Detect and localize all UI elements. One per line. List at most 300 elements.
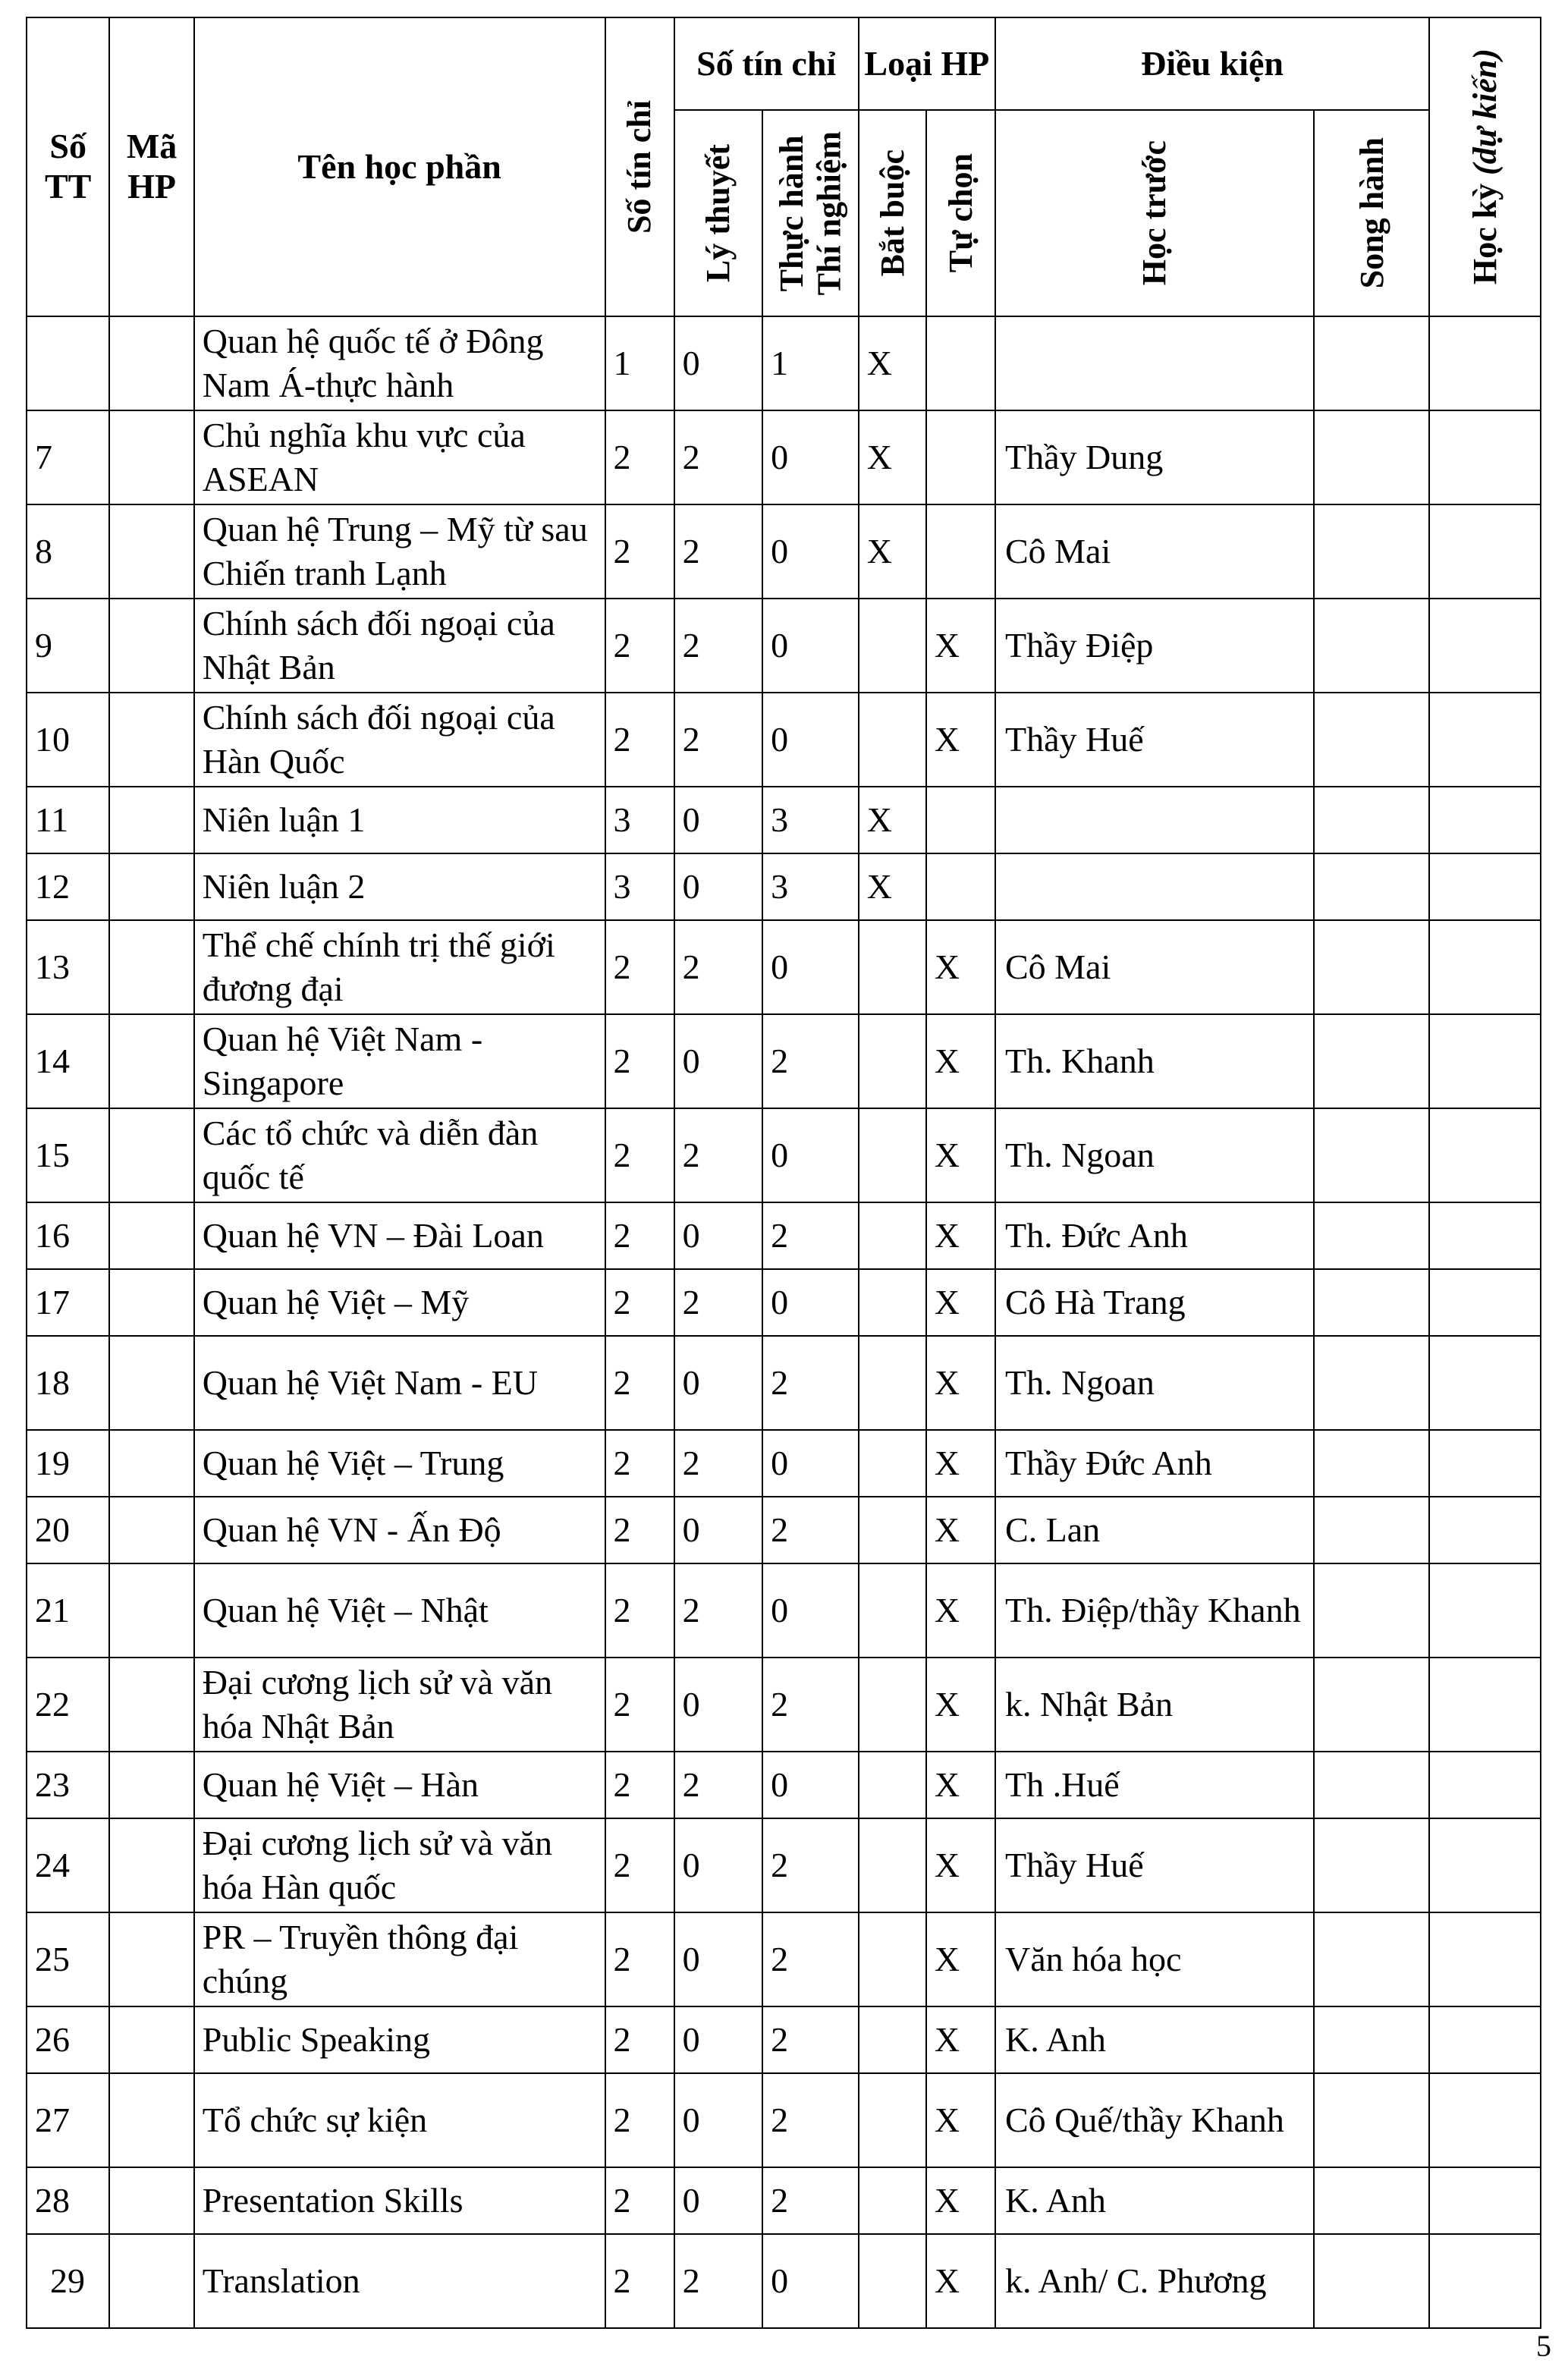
row-course-name: Quan hệ Việt Nam - Singapore xyxy=(194,1014,605,1108)
row-required-mark xyxy=(859,1014,926,1108)
row-required-mark xyxy=(859,2234,926,2328)
row-course-name: Đại cương lịch sử và văn hóa Hàn quốc xyxy=(194,1818,605,1912)
row-theory-credits: 0 xyxy=(674,787,762,853)
row-corequisite xyxy=(1314,2006,1429,2073)
row-credits: 2 xyxy=(605,920,674,1014)
row-required-mark: X xyxy=(859,316,926,410)
row-elective-mark: X xyxy=(926,1818,995,1912)
row-course-name: Niên luận 2 xyxy=(194,853,605,920)
row-practice-credits: 0 xyxy=(762,410,859,504)
table-row xyxy=(27,1658,1541,1752)
row-practice-credits: 0 xyxy=(762,2234,859,2328)
row-corequisite xyxy=(1314,787,1429,853)
row-corequisite xyxy=(1314,1497,1429,1563)
row-theory-credits: 2 xyxy=(674,1752,762,1818)
row-semester xyxy=(1429,920,1541,1014)
row-stt: 29 xyxy=(27,2234,109,2328)
header-hoc-truoc xyxy=(995,110,1314,316)
row-required-mark xyxy=(859,1497,926,1563)
row-practice-credits: 2 xyxy=(762,1202,859,1269)
table-row xyxy=(27,1563,1541,1658)
row-ma-hp xyxy=(109,2234,193,2328)
row-corequisite xyxy=(1314,599,1429,693)
table-row xyxy=(27,1336,1541,1430)
header-song-hanh-text: Song hành xyxy=(1353,137,1390,289)
row-practice-credits: 2 xyxy=(762,2006,859,2073)
row-stt: 13 xyxy=(27,920,109,1014)
row-semester xyxy=(1429,2006,1541,2073)
row-semester xyxy=(1429,1658,1541,1752)
row-course-name: Chính sách đối ngoại của Nhật Bản xyxy=(194,599,605,693)
row-stt: 23 xyxy=(27,1752,109,1818)
row-elective-mark: X xyxy=(926,1269,995,1336)
header-hoc-truoc-text: Học trước xyxy=(1136,140,1174,286)
row-corequisite xyxy=(1314,693,1429,787)
row-required-mark xyxy=(859,2006,926,2073)
header-ly-thuyet xyxy=(674,110,762,316)
row-course-name: Các tổ chức và diễn đàn quốc tế xyxy=(194,1108,605,1202)
row-ma-hp xyxy=(109,599,193,693)
row-theory-credits: 2 xyxy=(674,1563,762,1658)
row-theory-credits: 0 xyxy=(674,316,762,410)
row-credits: 2 xyxy=(605,1497,674,1563)
row-course-name: Quan hệ VN - Ấn Độ xyxy=(194,1497,605,1563)
row-theory-credits: 2 xyxy=(674,1108,762,1202)
table-row xyxy=(27,1818,1541,1912)
row-theory-credits: 2 xyxy=(674,1269,762,1336)
header-dieu-kien: Điều kiện xyxy=(995,17,1429,110)
row-credits: 2 xyxy=(605,1014,674,1108)
row-stt: 24 xyxy=(27,1818,109,1912)
row-ma-hp xyxy=(109,1752,193,1818)
row-required-mark xyxy=(859,1430,926,1497)
row-elective-mark: X xyxy=(926,1912,995,2006)
row-corequisite xyxy=(1314,920,1429,1014)
row-theory-credits: 0 xyxy=(674,853,762,920)
row-course-name: PR – Truyền thông đại chúng xyxy=(194,1912,605,2006)
row-prerequisite: Th. Ngoan xyxy=(995,1336,1314,1430)
row-stt: 10 xyxy=(27,693,109,787)
row-prerequisite: Thầy Dung xyxy=(995,410,1314,504)
row-practice-credits: 0 xyxy=(762,1563,859,1658)
row-ma-hp xyxy=(109,410,193,504)
row-practice-credits: 0 xyxy=(762,693,859,787)
row-prerequisite: k. Nhật Bản xyxy=(995,1658,1314,1752)
row-theory-credits: 0 xyxy=(674,1497,762,1563)
row-semester xyxy=(1429,599,1541,693)
row-elective-mark: X xyxy=(926,693,995,787)
header-thuc-hanh-text xyxy=(773,131,848,295)
row-corequisite xyxy=(1314,2073,1429,2167)
row-ma-hp xyxy=(109,1658,193,1752)
row-course-name: Quan hệ Việt – Nhật xyxy=(194,1563,605,1658)
row-elective-mark: X xyxy=(926,1202,995,1269)
row-credits: 2 xyxy=(605,1269,674,1336)
row-prerequisite: Văn hóa học xyxy=(995,1912,1314,2006)
header-ma-hp: Mã HP xyxy=(109,17,193,316)
row-corequisite xyxy=(1314,410,1429,504)
row-ma-hp xyxy=(109,316,193,410)
curriculum-table xyxy=(26,17,1541,2329)
row-prerequisite: k. Anh/ C. Phương xyxy=(995,2234,1314,2328)
row-credits: 2 xyxy=(605,599,674,693)
row-corequisite xyxy=(1314,1430,1429,1497)
row-stt: 12 xyxy=(27,853,109,920)
row-elective-mark: X xyxy=(926,1430,995,1497)
row-semester xyxy=(1429,1430,1541,1497)
row-required-mark xyxy=(859,1818,926,1912)
row-semester xyxy=(1429,1108,1541,1202)
header-so-tin-chi-text: Số tín chỉ xyxy=(621,99,658,234)
row-theory-credits: 0 xyxy=(674,1014,762,1108)
row-elective-mark: X xyxy=(926,920,995,1014)
row-credits: 3 xyxy=(605,787,674,853)
row-credits: 2 xyxy=(605,1336,674,1430)
row-elective-mark xyxy=(926,504,995,599)
row-elective-mark: X xyxy=(926,1336,995,1430)
header-hoc-ky-label: Học kỳ xyxy=(1466,184,1504,285)
row-corequisite xyxy=(1314,853,1429,920)
table-row xyxy=(27,316,1541,410)
header-loai-hp: Loại HP xyxy=(859,17,995,110)
row-course-name: Quan hệ Việt – Mỹ xyxy=(194,1269,605,1336)
row-practice-credits: 0 xyxy=(762,599,859,693)
header-bat-buoc xyxy=(859,110,926,316)
table-row xyxy=(27,1014,1541,1108)
row-elective-mark xyxy=(926,410,995,504)
row-corequisite xyxy=(1314,1269,1429,1336)
row-corequisite xyxy=(1314,1202,1429,1269)
table-header xyxy=(27,17,1541,316)
row-prerequisite: Thầy Điệp xyxy=(995,599,1314,693)
row-elective-mark: X xyxy=(926,2167,995,2234)
row-corequisite xyxy=(1314,1658,1429,1752)
header-so-tin-chi xyxy=(605,17,674,316)
table-row xyxy=(27,2234,1541,2328)
row-credits: 2 xyxy=(605,693,674,787)
row-theory-credits: 0 xyxy=(674,2167,762,2234)
row-credits: 2 xyxy=(605,1108,674,1202)
row-course-name: Đại cương lịch sử và văn hóa Nhật Bản xyxy=(194,1658,605,1752)
row-prerequisite xyxy=(995,853,1314,920)
row-ma-hp xyxy=(109,920,193,1014)
row-prerequisite xyxy=(995,316,1314,410)
row-course-name: Niên luận 1 xyxy=(194,787,605,853)
row-elective-mark: X xyxy=(926,1108,995,1202)
row-stt: 7 xyxy=(27,410,109,504)
row-ma-hp xyxy=(109,787,193,853)
row-ma-hp xyxy=(109,1269,193,1336)
row-required-mark xyxy=(859,2167,926,2234)
row-corequisite xyxy=(1314,1912,1429,2006)
table-row xyxy=(27,1912,1541,2006)
row-prerequisite: Th .Huế xyxy=(995,1752,1314,1818)
table-row xyxy=(27,1269,1541,1336)
row-prerequisite: C. Lan xyxy=(995,1497,1314,1563)
row-ma-hp xyxy=(109,2006,193,2073)
row-course-name: Tổ chức sự kiện xyxy=(194,2073,605,2167)
row-stt: 9 xyxy=(27,599,109,693)
row-elective-mark: X xyxy=(926,2073,995,2167)
header-bat-buoc-text: Bắt buộc xyxy=(873,149,911,277)
row-elective-mark: X xyxy=(926,1752,995,1818)
row-semester xyxy=(1429,1014,1541,1108)
table-row xyxy=(27,2073,1541,2167)
row-practice-credits: 2 xyxy=(762,1658,859,1752)
row-practice-credits: 2 xyxy=(762,1912,859,2006)
row-theory-credits: 0 xyxy=(674,2073,762,2167)
header-stt: Số TT xyxy=(27,17,109,316)
row-course-name: Quan hệ Việt – Trung xyxy=(194,1430,605,1497)
row-ma-hp xyxy=(109,2167,193,2234)
row-stt: 18 xyxy=(27,1336,109,1430)
row-corequisite xyxy=(1314,1108,1429,1202)
table-row xyxy=(27,504,1541,599)
row-stt: 16 xyxy=(27,1202,109,1269)
row-elective-mark: X xyxy=(926,1563,995,1658)
row-credits: 2 xyxy=(605,2006,674,2073)
row-ma-hp xyxy=(109,1912,193,2006)
row-elective-mark: X xyxy=(926,2234,995,2328)
row-credits: 2 xyxy=(605,504,674,599)
row-stt xyxy=(27,316,109,410)
row-stt: 28 xyxy=(27,2167,109,2234)
row-practice-credits: 0 xyxy=(762,1752,859,1818)
header-tu-chon-text: Tự chọn xyxy=(941,153,979,273)
row-prerequisite: Cô Hà Trang xyxy=(995,1269,1314,1336)
row-required-mark xyxy=(859,1202,926,1269)
row-credits: 2 xyxy=(605,410,674,504)
row-corequisite xyxy=(1314,1336,1429,1430)
row-semester xyxy=(1429,504,1541,599)
row-credits: 2 xyxy=(605,2234,674,2328)
row-required-mark xyxy=(859,1752,926,1818)
row-elective-mark: X xyxy=(926,1014,995,1108)
row-elective-mark xyxy=(926,316,995,410)
row-corequisite xyxy=(1314,2167,1429,2234)
row-semester xyxy=(1429,1269,1541,1336)
header-thi-nghiem-label: Thí nghiệm xyxy=(810,130,848,296)
row-course-name: Chủ nghĩa khu vực của ASEAN xyxy=(194,410,605,504)
header-hoc-ky-text xyxy=(1466,49,1504,284)
row-theory-credits: 0 xyxy=(674,2006,762,2073)
row-ma-hp xyxy=(109,853,193,920)
row-prerequisite xyxy=(995,787,1314,853)
row-practice-credits: 0 xyxy=(762,920,859,1014)
row-practice-credits: 2 xyxy=(762,1818,859,1912)
table-row xyxy=(27,787,1541,853)
row-required-mark xyxy=(859,1108,926,1202)
row-prerequisite: K. Anh xyxy=(995,2006,1314,2073)
row-elective-mark xyxy=(926,787,995,853)
table-row xyxy=(27,1108,1541,1202)
row-stt: 20 xyxy=(27,1497,109,1563)
row-theory-credits: 2 xyxy=(674,2234,762,2328)
row-ma-hp xyxy=(109,1108,193,1202)
row-ma-hp xyxy=(109,1202,193,1269)
row-required-mark xyxy=(859,1912,926,2006)
row-elective-mark: X xyxy=(926,1497,995,1563)
header-ten-hp: Tên học phần xyxy=(194,17,605,316)
header-du-kien: (dự kiến) xyxy=(1466,49,1504,176)
row-theory-credits: 2 xyxy=(674,920,762,1014)
header-so-tin-chi-group: Số tín chỉ xyxy=(674,17,859,110)
row-prerequisite: Cô Mai xyxy=(995,504,1314,599)
row-credits: 2 xyxy=(605,1563,674,1658)
row-practice-credits: 0 xyxy=(762,504,859,599)
row-credits: 2 xyxy=(605,1818,674,1912)
row-prerequisite: Cô Quế/thầy Khanh xyxy=(995,2073,1314,2167)
row-semester xyxy=(1429,693,1541,787)
row-required-mark xyxy=(859,920,926,1014)
row-ma-hp xyxy=(109,1336,193,1430)
row-credits: 2 xyxy=(605,1430,674,1497)
row-elective-mark: X xyxy=(926,599,995,693)
row-practice-credits: 0 xyxy=(762,1269,859,1336)
row-prerequisite: Thầy Huế xyxy=(995,1818,1314,1912)
row-theory-credits: 2 xyxy=(674,1430,762,1497)
table-row xyxy=(27,1752,1541,1818)
row-course-name: Quan hệ VN – Đài Loan xyxy=(194,1202,605,1269)
table-row xyxy=(27,1202,1541,1269)
row-stt: 14 xyxy=(27,1014,109,1108)
row-theory-credits: 0 xyxy=(674,1818,762,1912)
row-corequisite xyxy=(1314,316,1429,410)
row-semester xyxy=(1429,1818,1541,1912)
page-number: 5 xyxy=(1536,2329,1551,2363)
table-row xyxy=(27,693,1541,787)
row-semester xyxy=(1429,2167,1541,2234)
row-elective-mark: X xyxy=(926,2006,995,2073)
row-corequisite xyxy=(1314,2234,1429,2328)
row-semester xyxy=(1429,1497,1541,1563)
row-credits: 1 xyxy=(605,316,674,410)
row-credits: 2 xyxy=(605,2167,674,2234)
row-required-mark xyxy=(859,1563,926,1658)
header-ly-thuyet-text: Lý thuyết xyxy=(699,143,737,283)
table-row xyxy=(27,2167,1541,2234)
row-theory-credits: 2 xyxy=(674,410,762,504)
row-ma-hp xyxy=(109,2073,193,2167)
row-elective-mark xyxy=(926,853,995,920)
row-course-name: Quan hệ Việt Nam - EU xyxy=(194,1336,605,1430)
row-required-mark xyxy=(859,693,926,787)
row-practice-credits: 2 xyxy=(762,1336,859,1430)
header-thuc-hanh-label: Thực hành xyxy=(773,134,811,292)
row-stt: 26 xyxy=(27,2006,109,2073)
row-practice-credits: 2 xyxy=(762,2167,859,2234)
row-required-mark xyxy=(859,2073,926,2167)
row-prerequisite: Th. Đức Anh xyxy=(995,1202,1314,1269)
row-stt: 8 xyxy=(27,504,109,599)
row-stt: 27 xyxy=(27,2073,109,2167)
row-corequisite xyxy=(1314,1563,1429,1658)
row-ma-hp xyxy=(109,504,193,599)
row-required-mark: X xyxy=(859,410,926,504)
row-semester xyxy=(1429,853,1541,920)
row-elective-mark: X xyxy=(926,1658,995,1752)
row-practice-credits: 1 xyxy=(762,316,859,410)
row-stt: 11 xyxy=(27,787,109,853)
row-theory-credits: 0 xyxy=(674,1912,762,2006)
table-row xyxy=(27,920,1541,1014)
row-stt: 17 xyxy=(27,1269,109,1336)
row-theory-credits: 2 xyxy=(674,599,762,693)
row-credits: 2 xyxy=(605,1912,674,2006)
row-course-name: Quan hệ Trung – Mỹ từ sau Chiến tranh Lạnh xyxy=(194,504,605,599)
row-semester xyxy=(1429,1336,1541,1430)
row-corequisite xyxy=(1314,1818,1429,1912)
row-ma-hp xyxy=(109,1430,193,1497)
row-prerequisite: Th. Điệp/thầy Khanh xyxy=(995,1563,1314,1658)
row-semester xyxy=(1429,1752,1541,1818)
row-required-mark xyxy=(859,1269,926,1336)
header-thuc-hanh xyxy=(762,110,859,316)
row-required-mark xyxy=(859,599,926,693)
row-practice-credits: 3 xyxy=(762,853,859,920)
row-stt: 25 xyxy=(27,1912,109,2006)
row-theory-credits: 0 xyxy=(674,1658,762,1752)
row-stt: 22 xyxy=(27,1658,109,1752)
row-corequisite xyxy=(1314,1752,1429,1818)
row-corequisite xyxy=(1314,1014,1429,1108)
row-theory-credits: 2 xyxy=(674,504,762,599)
row-course-name: Chính sách đối ngoại của Hàn Quốc xyxy=(194,693,605,787)
row-course-name: Presentation Skills xyxy=(194,2167,605,2234)
row-semester xyxy=(1429,1563,1541,1658)
row-required-mark xyxy=(859,1658,926,1752)
table-row xyxy=(27,410,1541,504)
row-course-name: Public Speaking xyxy=(194,2006,605,2073)
table-row xyxy=(27,2006,1541,2073)
row-course-name: Translation xyxy=(194,2234,605,2328)
row-ma-hp xyxy=(109,1497,193,1563)
table-row xyxy=(27,1497,1541,1563)
row-ma-hp xyxy=(109,693,193,787)
row-course-name: Thể chế chính trị thế giới đương đại xyxy=(194,920,605,1014)
row-prerequisite: Cô Mai xyxy=(995,920,1314,1014)
row-semester xyxy=(1429,787,1541,853)
row-course-name: Quan hệ quốc tế ở Đông Nam Á-thực hành xyxy=(194,316,605,410)
table-row xyxy=(27,599,1541,693)
row-prerequisite: Th. Ngoan xyxy=(995,1108,1314,1202)
row-semester xyxy=(1429,1202,1541,1269)
row-required-mark: X xyxy=(859,787,926,853)
row-stt: 21 xyxy=(27,1563,109,1658)
row-ma-hp xyxy=(109,1563,193,1658)
row-semester xyxy=(1429,2234,1541,2328)
row-required-mark: X xyxy=(859,853,926,920)
row-practice-credits: 3 xyxy=(762,787,859,853)
row-practice-credits: 2 xyxy=(762,1497,859,1563)
row-prerequisite: Thầy Huế xyxy=(995,693,1314,787)
table-body xyxy=(27,316,1541,2328)
row-theory-credits: 0 xyxy=(674,1202,762,1269)
row-practice-credits: 2 xyxy=(762,2073,859,2167)
row-corequisite xyxy=(1314,504,1429,599)
row-practice-credits: 0 xyxy=(762,1430,859,1497)
row-stt: 19 xyxy=(27,1430,109,1497)
row-stt: 15 xyxy=(27,1108,109,1202)
header-hoc-ky xyxy=(1429,17,1541,316)
row-required-mark xyxy=(859,1336,926,1430)
row-credits: 2 xyxy=(605,1658,674,1752)
row-theory-credits: 0 xyxy=(674,1336,762,1430)
row-prerequisite: Thầy Đức Anh xyxy=(995,1430,1314,1497)
row-ma-hp xyxy=(109,1014,193,1108)
row-prerequisite: Th. Khanh xyxy=(995,1014,1314,1108)
row-semester xyxy=(1429,1912,1541,2006)
